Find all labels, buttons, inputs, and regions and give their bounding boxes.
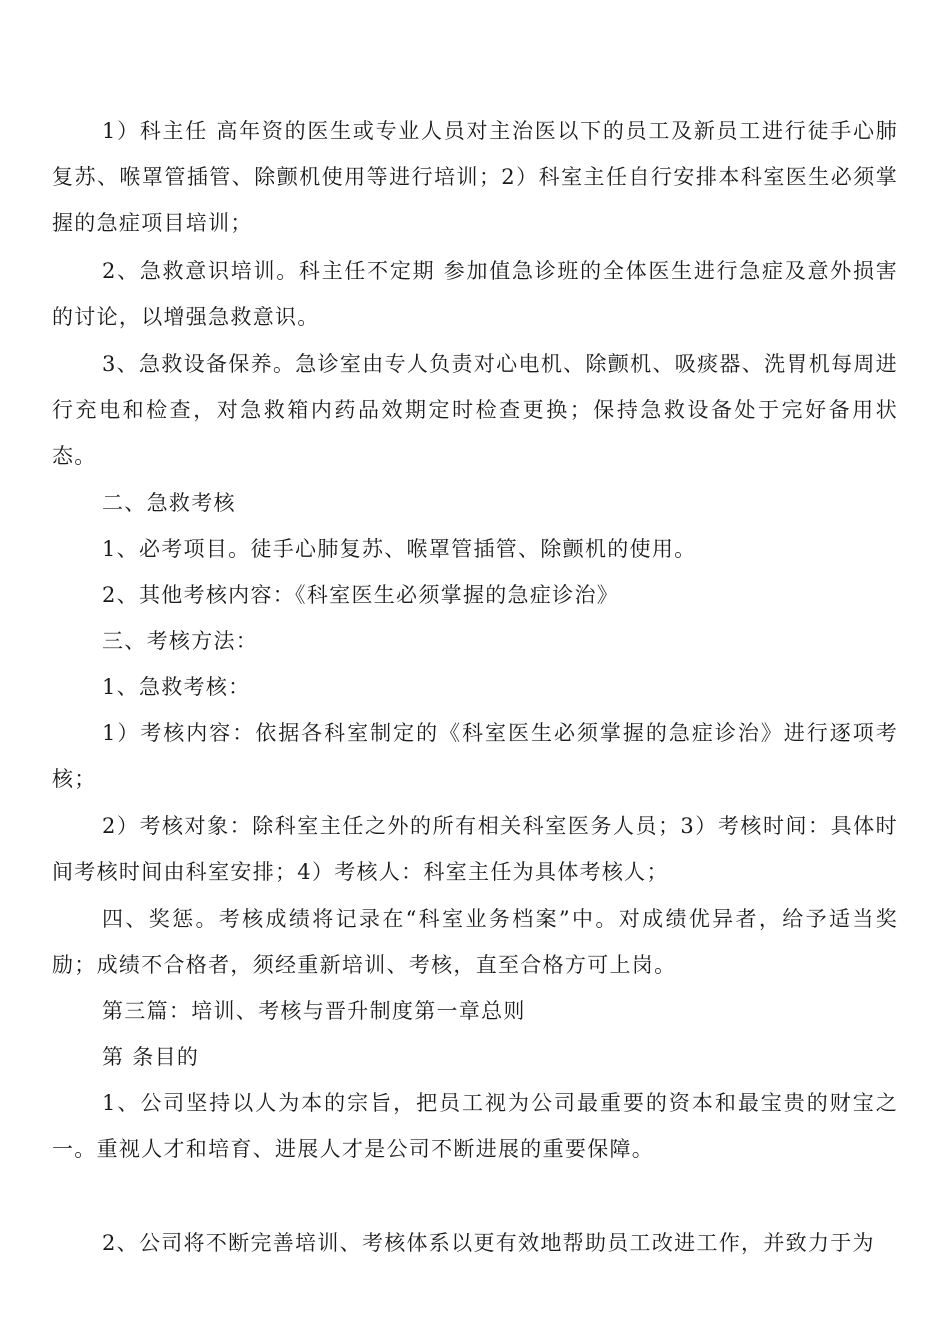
- paragraph-company-purpose-2: 2、公司将不断完善培训、考核体系以更有效地帮助员工改进工作，并致力于为: [102, 1231, 875, 1255]
- paragraph-assessment-target: 2）考核对象：除科室主任之外的所有相关科室医务人员；3）考核时间：具体时间考核时间由科室安排；4）考核人：科室主任为具体考核人；: [52, 814, 898, 884]
- paragraph-assessment-content: 1）考核内容：依据各科室制定的《科室医生必须掌握的急症诊治》进行逐项考核；: [52, 721, 898, 791]
- paragraph-required-items: 1、必考项目。徒手心肺复苏、喉罩管插管、除颤机的使用。: [102, 537, 697, 561]
- heading-part-three: 第三篇：培训、考核与晋升制度第一章总则: [102, 999, 526, 1023]
- paragraph-training-1: 1）科主任 高年资的医生或专业人员对主治医以下的员工及新员工进行徒手心肺复苏、喉罩管插管、除颤机使用等进行培训；2）科室主任自行安排本科室医生必须掌握的急症项目培训；: [52, 119, 898, 235]
- paragraph-training-2: 2、急救意识培训。科主任不定期 参加值急诊班的全体医生进行急症及意外损害的讨论，以增强急救意识。: [52, 259, 898, 329]
- paragraph-equipment-maintenance: 3、急救设备保养。急诊室由专人负责对心电机、除颤机、吸痰器、洗胃机每周进行充电和检查，对急救箱内药品效期定时检查更换；保持急救设备处于完好备用状态。: [52, 352, 898, 468]
- heading-assessment-method: 三、考核方法：: [102, 629, 259, 653]
- paragraph-emergency-assessment: 1、急救考核：: [102, 675, 251, 699]
- heading-emergency-assessment: 二、急救考核: [102, 491, 236, 515]
- document-page: [52, 0, 898, 1344]
- paragraph-company-purpose-1: 1、公司坚持以人为本的宗旨，把员工视为公司最重要的资本和最宝贵的财宝之一。重视人才和培育、进展人才是公司不断进展的重要保障。: [52, 1091, 898, 1161]
- heading-article-purpose: 第 条目的: [102, 1045, 200, 1069]
- paragraph-rewards-penalties: 四、奖惩。考核成绩将记录在“科室业务档案”中。对成绩优异者，给予适当奖励；成绩不合格者，须经重新培训、考核，直至合格方可上岗。: [52, 907, 898, 977]
- paragraph-other-content: 2、其他考核内容：《科室医生必须掌握的急症诊治》: [102, 583, 620, 607]
